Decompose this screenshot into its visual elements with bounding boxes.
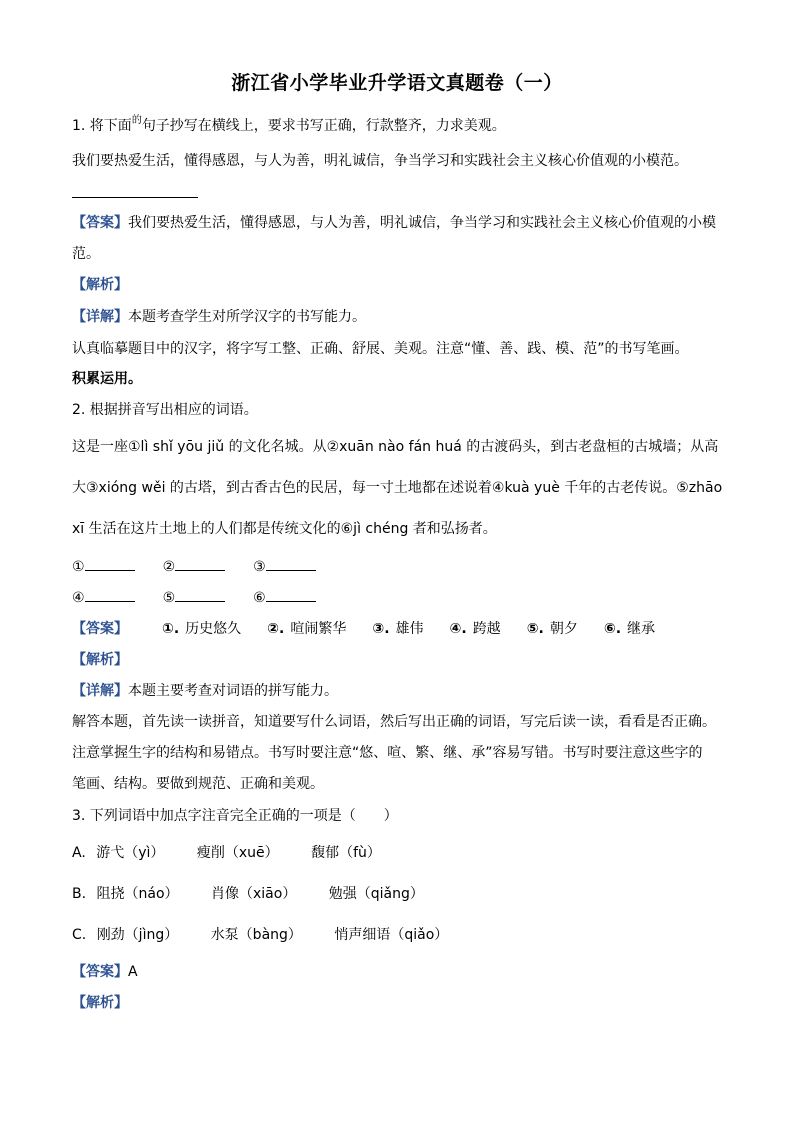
answer-tag: 【答案】 — [72, 964, 128, 980]
blank-label: ④ — [72, 590, 85, 606]
blank-label: ⑥ — [253, 590, 266, 606]
q2-detail-line2: 解答本题，首先读一读拼音，知道要写什么词语，然后写出正确的词语，写完后读一读，看看是否正确。 — [72, 714, 716, 730]
blank-field[interactable] — [175, 587, 225, 602]
q2-blanks-row1 — [72, 556, 316, 577]
blank-field[interactable] — [266, 587, 316, 602]
blank-label: ① — [72, 559, 85, 575]
answer-item: ④. 跨越 — [449, 621, 501, 637]
answer-item: ①. 历史悠久 — [162, 621, 242, 637]
detail-tag: 【详解】 — [72, 683, 128, 699]
q3-prompt: 3. 下列词语中加点字注音完全正确的一项是（ ） — [72, 808, 398, 824]
detail-tag: 【详解】 — [72, 309, 128, 325]
section-heading: 积累运用。 — [72, 371, 142, 387]
answer-tag: 【答案】 — [72, 621, 128, 637]
analysis-tag: 【解析】 — [72, 995, 128, 1011]
q1-prompt-post: 句子抄写在横线上，要求书写正确，行款整齐，力求美观。 — [141, 118, 506, 134]
analysis-tag: 【解析】 — [72, 277, 128, 293]
option-label: C. — [72, 927, 87, 943]
blank-field[interactable] — [85, 587, 135, 602]
blank-label: ③ — [253, 559, 266, 575]
blank-label: ② — [162, 559, 176, 575]
answer-item: ②. 喧闹繁华 — [267, 621, 347, 637]
option-item: 勉强（qiǎng） — [328, 886, 424, 902]
option-item: 馥郁（fù） — [311, 845, 381, 861]
q1-detail-text: 本题考查学生对所学汉字的书写能力。 — [128, 309, 366, 325]
answer-item: ③. 雄伟 — [372, 621, 424, 637]
page-title: 浙江省小学毕业升学语文真题卷（一） — [231, 72, 563, 94]
option-label: B. — [72, 886, 87, 902]
blank-field[interactable] — [175, 556, 225, 571]
option-item: 刚劲（jìng） — [96, 927, 179, 943]
q3-answer-value: A — [128, 964, 138, 980]
q1-answer-line2: 范。 — [72, 246, 100, 262]
answer-item: ⑥. 继承 — [603, 621, 656, 637]
q3-answer — [72, 962, 138, 982]
q1-answer-text: 我们要热爱生活，懂得感恩，与人为善，明礼诚信，争当学习和实践社会主义核心价值观的小模 — [128, 215, 716, 231]
option-item: 悄声细语（qiǎo） — [334, 927, 449, 943]
q2-answer — [72, 619, 681, 639]
q2-detail-line4: 笔画、结构。要做到规范、正确和美观。 — [72, 776, 324, 792]
analysis-tag: 【解析】 — [72, 652, 128, 668]
q3-option-a[interactable] — [72, 843, 381, 863]
q1-prompt-sup: 的 — [131, 115, 142, 126]
option-item: 肖像（xiāo） — [211, 886, 297, 902]
option-label: A. — [72, 845, 86, 861]
option-item: 水泵（bàng） — [210, 927, 302, 943]
q2-para-line3: xī 生活在这片土地上的人们都是传统文化的⑥jì chéng 者和弘扬者。 — [72, 521, 497, 537]
blank-field[interactable] — [266, 556, 316, 571]
q2-blanks-row2 — [72, 587, 316, 608]
q1-prompt-pre: 1. 将下面 — [72, 118, 132, 134]
q3-option-c[interactable] — [72, 925, 448, 945]
q1-detail — [72, 307, 366, 327]
q2-prompt: 2. 根据拼音写出相应的词语。 — [72, 402, 258, 418]
q2-detail-line3: 注意掌握生字的结构和易错点。书写时要注意“悠、喧、繁、继、承”容易写错。书写时要注意这些字的 — [72, 745, 703, 761]
q3-option-b[interactable] — [72, 884, 424, 904]
q2-para-line2: 大③xióng wěi 的古塔，到古香古色的民居，每一寸土地都在述说着④kuà yuè 千年的古老传说。⑤zhāo — [72, 480, 723, 496]
option-item: 阻挠（náo） — [96, 886, 179, 902]
q1-answer-blank — [72, 197, 198, 198]
option-item: 游弋（yì） — [96, 845, 165, 861]
answer-item: ⑤. 朝夕 — [526, 621, 578, 637]
q1-detail-line2: 认真临摹题目中的汉字，将字写工整、正确、舒展、美观。注意“懂、善、践、模、范”的书写笔画。 — [72, 341, 689, 357]
blank-label: ⑤ — [162, 590, 176, 606]
blank-field[interactable] — [85, 556, 135, 571]
q2-detail — [72, 681, 338, 701]
q2-para-line1: 这是一座①lì shǐ yōu jiǔ 的文化名城。从②xuān nào fán huá 的古渡码头，到古老盘桓的古城墙；从高 — [72, 439, 719, 455]
option-item: 瘦削（xuē） — [196, 845, 279, 861]
answer-tag: 【答案】 — [72, 215, 128, 231]
q1-prompt — [72, 116, 506, 138]
q2-detail-text: 本题主要考查对词语的拼写能力。 — [128, 683, 338, 699]
q1-answer — [72, 213, 716, 233]
q1-sentence: 我们要热爱生活，懂得感恩，与人为善，明礼诚信，争当学习和实践社会主义核心价值观的小模范。 — [72, 153, 688, 169]
